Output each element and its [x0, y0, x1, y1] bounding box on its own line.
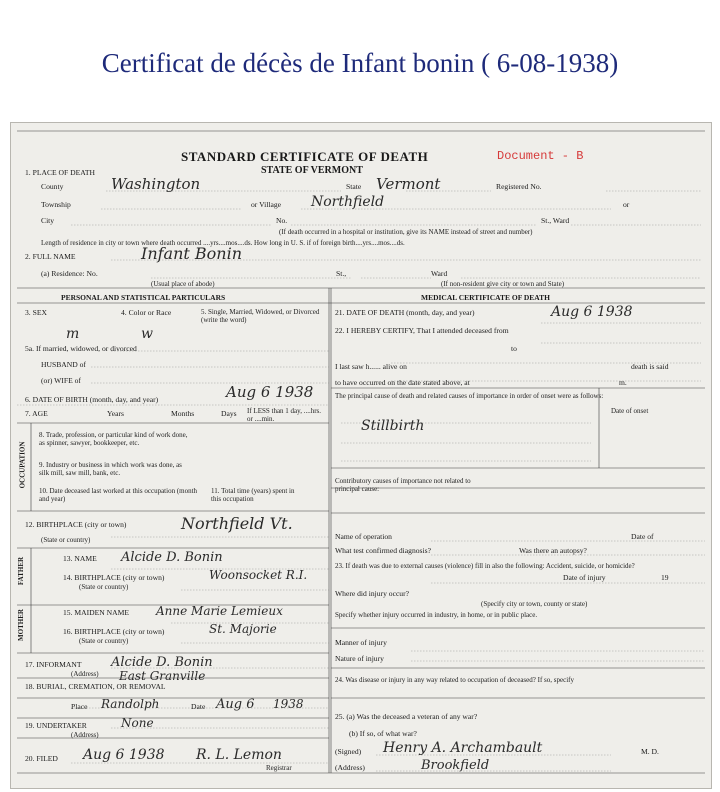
or-village-label: or Village — [251, 200, 281, 209]
total-time-label: 11. Total time (years) spent in this occupation — [211, 487, 295, 504]
age-label: 7. AGE — [25, 409, 48, 418]
burial-label: 18. BURIAL, CREMATION, OR REMOVAL — [25, 682, 166, 691]
specify-city-label: (Specify city or town, county or state) — [481, 600, 588, 608]
where-injury-label: Where did injury occur? — [335, 589, 410, 598]
autopsy-label: Was there an autopsy? — [519, 546, 587, 555]
hw-physician-address: Brookfield — [421, 758, 490, 773]
to-label: to — [511, 344, 517, 353]
contributory-label: Contributory causes of importance not related to principal cause: — [335, 477, 471, 494]
nature-injury-label: Nature of injury — [335, 654, 384, 663]
disease-injury-label: 24. Was disease or injury in any way related to occupation of deceased? If so, specify — [335, 676, 574, 684]
wife-of-label: (or) WIFE of — [41, 376, 81, 385]
hw-father-name: Alcide D. Bonin — [121, 550, 223, 565]
hw-mother-birthplace: St. Majorie — [209, 622, 277, 636]
residence-ward-label: Ward — [431, 269, 448, 278]
undertaker-address-label: (Address) — [71, 731, 99, 739]
hospital-note: (If death occurred in a hospital or institution, give its NAME instead of street and number) — [279, 228, 533, 236]
principal-cause-label: The principal cause of death and related causes of importance in order of onset were as follows: — [335, 392, 604, 400]
medical-certificate-header: MEDICAL CERTIFICATE OF DEATH — [421, 293, 550, 302]
father-state-label: (State or country) — [79, 583, 129, 591]
hw-county: Washington — [111, 175, 201, 193]
physician-address-label: (Address) — [335, 763, 365, 772]
registered-no-label: Registered No. — [496, 182, 542, 191]
death-certificate-image — [10, 122, 712, 789]
sex-label: 3. SEX — [25, 308, 47, 317]
date-of-onset-label: Date of onset — [611, 407, 649, 415]
hw-filed: Aug 6 1938 — [83, 747, 165, 763]
township-label: Township — [41, 200, 71, 209]
husband-of-label: HUSBAND of — [41, 360, 86, 369]
registrar-label: Registrar — [266, 764, 292, 772]
hw-maiden-name: Anne Marie Lemieux — [156, 604, 283, 618]
st-ward-label: St., Ward — [541, 216, 570, 225]
father-label: FATHER — [17, 556, 26, 586]
color-race-label: 4. Color or Race — [121, 308, 172, 317]
industry-label: 9. Industry or business in which work was done, as silk mill, saw mill, bank, etc. — [39, 461, 182, 478]
days-label: Days — [221, 409, 237, 418]
mother-label: MOTHER — [16, 609, 25, 641]
specify-whether-label: Specify whether injury occurred in industry, in home, or in public place. — [335, 611, 538, 619]
md-label: M. D. — [641, 747, 659, 756]
hw-sex: m — [66, 326, 80, 342]
informant-address-label: (Address) — [71, 670, 99, 678]
usual-place-note: (Usual place of abode) — [151, 280, 215, 288]
mother-birthplace-label: 16. BIRTHPLACE (city or town) — [63, 627, 165, 636]
months-label: Months — [171, 409, 195, 418]
signed-label: (Signed) — [335, 747, 362, 756]
hw-date-of-birth: Aug 6 1938 — [226, 383, 314, 401]
hw-birthplace: Northfield Vt. — [181, 514, 293, 533]
certificate-state: STATE OF VERMONT — [261, 165, 363, 176]
state-label: State — [346, 182, 362, 191]
filed-label: 20. FILED — [25, 754, 58, 763]
personal-particulars-header: PERSONAL AND STATISTICAL PARTICULARS — [61, 293, 226, 302]
date-of-label: Date of — [631, 532, 654, 541]
undertaker-label: 19. UNDERTAKER — [25, 721, 87, 730]
to-have-occurred-label: to have occurred on the date stated above, at — [335, 378, 470, 387]
hw-physician-signature: Henry A. Archambault — [383, 740, 543, 756]
residence-label: (a) Residence: No. — [41, 269, 98, 278]
birthplace-label: 12. BIRTHPLACE (city or town) — [25, 520, 127, 529]
maiden-name-label: 15. MAIDEN NAME — [63, 608, 130, 617]
hw-village: Northfield — [311, 194, 385, 210]
place-of-death-label: 1. PLACE OF DEATH — [25, 168, 96, 177]
year-19-label: 19 — [661, 573, 669, 582]
father-birthplace-label: 14. BIRTHPLACE (city or town) — [63, 573, 165, 582]
manner-injury-label: Manner of injury — [335, 638, 387, 647]
county-label: County — [41, 182, 64, 191]
date-of-death-label: 21. DATE OF DEATH (month, day, and year) — [335, 308, 475, 317]
date-of-injury-label: Date of injury — [563, 573, 606, 582]
trade-label: 8. Trade, profession, or particular kind of work done, as spinner, sawyer, bookkeeper, etc. — [39, 431, 188, 448]
what-test-label: What test confirmed diagnosis? — [335, 546, 431, 555]
burial-place-label: Place — [71, 702, 88, 711]
hw-state: Vermont — [376, 175, 441, 193]
hw-cause-of-death: Stillbirth — [361, 418, 425, 434]
if-married-label: 5a. If married, widowed, or divorced — [25, 344, 137, 353]
page-title: Certificat de décès de Infant bonin ( 6-08-1938) — [101, 48, 619, 78]
hw-date-of-death: Aug 6 1938 — [551, 304, 633, 320]
if-less-label: If LESS than 1 day, ....hrs. or ....min. — [247, 407, 322, 423]
hereby-certify-label: 22. I HEREBY CERTIFY, That I attended deceased from — [335, 326, 509, 335]
external-causes-label: 23. If death was due to external causes (violence) fill in also the following: Accident, suicide, or homicide? — [335, 562, 635, 570]
m-label: m. — [619, 378, 627, 387]
city-label: City — [41, 216, 55, 225]
death-said-label: death is said — [631, 362, 669, 371]
hw-registrar: R. L. Lemon — [196, 747, 282, 763]
hw-undertaker: None — [121, 716, 154, 730]
hw-informant: Alcide D. Bonin — [111, 655, 213, 670]
hw-full-name: Infant Bonin — [141, 244, 243, 263]
length-of-residence: Length of residence in city or town where death occurred ....yrs....mos....ds. How long in U. S. if of foreign birth....yrs....mos....ds. — [41, 239, 405, 247]
if-so-label: (b) If so, of what war? — [349, 729, 417, 738]
mother-state-label: (State or country) — [79, 637, 129, 645]
years-label: Years — [107, 409, 124, 418]
hw-informant-address: East Granville — [119, 669, 206, 683]
hw-burial-year: 1938 — [273, 697, 304, 711]
veteran-label: 25. (a) Was the deceased a veteran of any war? — [335, 712, 478, 721]
father-name-label: 13. NAME — [63, 554, 97, 563]
hw-race: w — [141, 326, 153, 342]
document-tag: Document - B — [497, 149, 584, 163]
residence-st-label: St., — [336, 269, 347, 278]
name-operation-label: Name of operation — [335, 532, 392, 541]
hw-father-birthplace: Woonsocket R.I. — [209, 568, 308, 582]
or-label: or — [623, 200, 630, 209]
hw-burial-place: Randolph — [101, 697, 160, 711]
marital-status-label: 5. Single, Married, Widowed, or Divorced (write the word) — [201, 308, 320, 324]
certificate-title: STANDARD CERTIFICATE OF DEATH — [181, 149, 429, 164]
burial-date-label: Date — [191, 702, 206, 711]
full-name-label: 2. FULL NAME — [25, 252, 76, 261]
informant-label: 17. INFORMANT — [25, 660, 82, 669]
no-label: No. — [276, 216, 288, 225]
non-resident-note: (If non-resident give city or town and State) — [441, 280, 565, 288]
date-of-birth-label: 6. DATE OF BIRTH (month, day, and year) — [25, 395, 159, 404]
hw-burial-date: Aug 6 — [216, 697, 255, 712]
date-last-worked-label: 10. Date deceased last worked at this occupation (month and year) — [39, 487, 198, 504]
last-saw-label: I last saw h...... alive on — [335, 362, 407, 371]
birthplace-state-label: (State or country) — [41, 536, 91, 544]
occupation-label: OCCUPATION — [18, 441, 27, 489]
